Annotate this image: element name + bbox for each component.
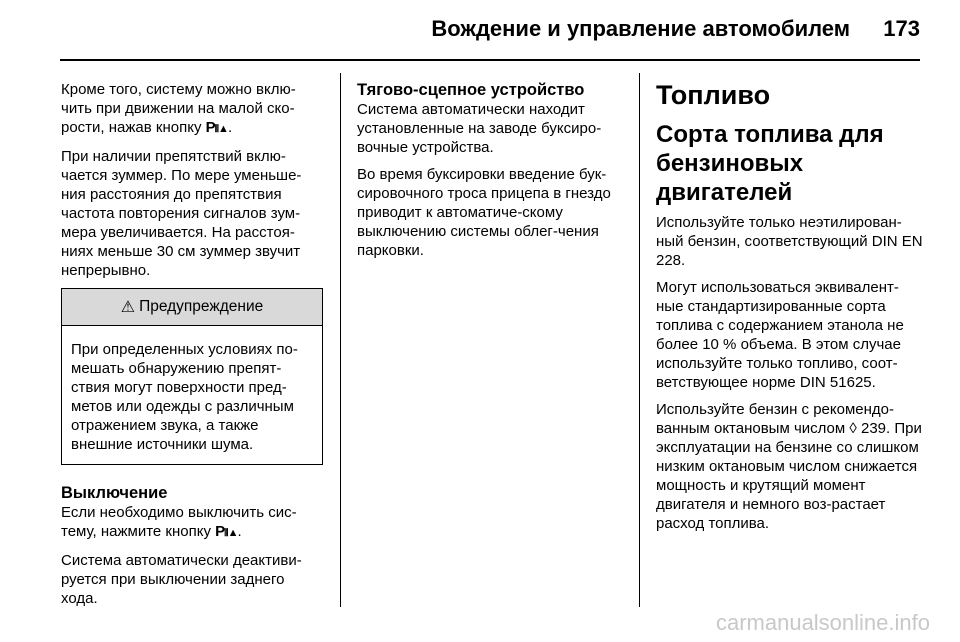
paragraph-ethanol: Могут использоваться эквивалент-ные стандартизированные сорта топлива с содержанием этанола не более 10 % объема. В этом случае используйте только топливо, соот-ветствующее норме DIN 51625. [656, 279, 904, 391]
paragraph-enable-low-speed: Кроме того, систему можно вклю-чить при движении на малой ско-рости, нажав кнопку P⦀▲. [61, 81, 296, 136]
warning-body [62, 326, 322, 464]
column-3 [656, 80, 924, 541]
paragraph-towbar-detect: Система автоматически находит установленные на заводе буксиро-вочные устройства. [357, 101, 602, 156]
section-heading-fuel-grades: Сорта топлива для бензиновых двигателей [656, 121, 884, 206]
warning-text: При определенных условиях по-мешать обнаружению препят-ствия могут поверхности пред-метов или одежды с различным отражением звука, а также внешние источники шума. [71, 341, 298, 453]
warning-box [61, 288, 323, 465]
warning-header [62, 289, 322, 326]
column-2 [357, 80, 622, 268]
parking-assist-button-icon: P⦀▲ [205, 119, 228, 136]
paragraph-unleaded: Используйте только неэтилирован-ный бензин, соответствующий DIN EN 228. [656, 214, 923, 269]
paragraph-towbar-towing: Во время буксировки введение бук-сировочного троса прицепа в гнездо приводит к автоматиче-скому выключению системы облег-чения парковки. [357, 166, 611, 259]
page-number: 173 [883, 16, 920, 41]
column-1 [61, 80, 323, 616]
warning-title: Предупреждение [139, 298, 264, 315]
watermark: carmanualsonline.info [715, 610, 930, 635]
page-header [0, 0, 960, 60]
paragraph-octane: Используйте бензин с рекомендо-ванным октановым числом ◊ 239. При эксплуатации на бензине со слишком низким октановым числом снижается мощность и крутящий момент двигателя и немного воз-растает расход топлива. [656, 401, 922, 532]
chapter-heading-fuel: Топливо [656, 80, 771, 110]
section-heading-off: Выключение [61, 484, 168, 502]
section-heading-towbar: Тягово-сцепное устройство [357, 81, 585, 99]
column-divider-2 [639, 73, 640, 607]
reference-arrow-icon: ◊ [849, 420, 857, 437]
paragraph-turn-off: Если необходимо выключить сис-тему, нажмите кнопку P⦀▲. [61, 504, 297, 540]
parking-assist-button-icon: P⦀▲ [215, 523, 238, 540]
header-rule [60, 59, 920, 61]
header-title: Вождение и управление автомобилем [431, 16, 850, 41]
paragraph-auto-deactivate: Система автоматически деактиви-руется при выключении заднего хода. [61, 552, 302, 607]
column-divider-1 [340, 73, 341, 607]
page-ref-link[interactable]: ◊ 239 [849, 420, 887, 437]
paragraph-buzzer: При наличии препятствий вклю-чается зуммер. По мере уменьше-ния расстояния до препятствия частота повторения сигналов зум-мера увеличивается. На расстоя-ниях меньше 30 см зуммер звучит непрерывно. [61, 148, 302, 279]
warning-triangle-icon: ⚠ [120, 299, 136, 316]
